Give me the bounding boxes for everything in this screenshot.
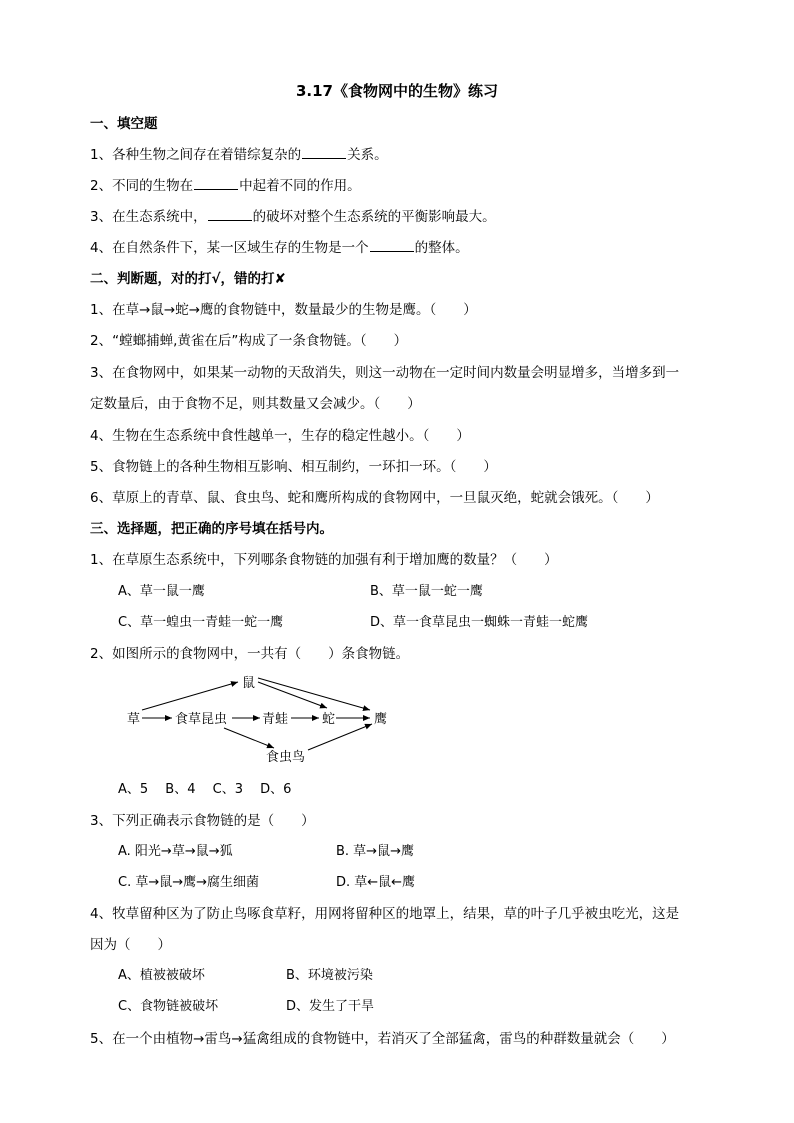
s3-q3-option-a: A. 阳光→草→鼠→狐: [118, 844, 233, 859]
s2-question-3-line-2: 定数量后，由于食物不足，则其数量又会减少。（ ）: [90, 396, 421, 412]
node-insect: 食草昆虫: [175, 712, 228, 727]
s2-question-6: 6、草原上的青草、鼠、食虫鸟、蛇和鹰所构成的食物网中，一旦鼠灭绝，蛇就会饿死。（ ）: [90, 490, 659, 506]
s1-q4-text-b: 的整体。: [414, 240, 469, 256]
arrow-insect-bird: [224, 728, 274, 748]
s3-q1-option-b: B、草一鼠一蛇一鹰: [370, 584, 483, 599]
s3-question-3: 3、下列正确表示食物链的是（ ）: [90, 813, 315, 829]
s3-q1-option-a: A、草一鼠一鹰: [118, 584, 205, 599]
arrow-grass-mouse: [142, 682, 238, 710]
arrow-mouse-hawk: [258, 678, 370, 710]
answer-blank[interactable]: [208, 208, 252, 221]
answer-blank[interactable]: [302, 146, 346, 159]
s3-question-4-line-1: 4、牧草留种区为了防止鸟啄食草籽，用网将留种区的地罩上，结果，草的叶子几乎被虫吃光，这是: [90, 906, 680, 922]
s3-q4-option-d: D、发生了干旱: [286, 999, 375, 1014]
node-bird: 食虫鸟: [266, 750, 306, 765]
s1-question-1: [90, 146, 388, 164]
s2-question-2: 2、“螳螂捕蝉,黄雀在后”构成了一条食物链。（ ）: [90, 333, 408, 349]
s3-q3-option-b: B. 草→鼠→鹰: [336, 844, 414, 859]
answer-blank[interactable]: [194, 177, 238, 190]
s1-q1-text-a: 1、各种生物之间存在着错综复杂的: [90, 147, 302, 163]
section-3-heading: 三、选择题，把正确的序号填在括号内。: [90, 521, 333, 537]
s3-q4-option-b: B、环境被污染: [286, 968, 373, 983]
s3-q1-option-d: D、草一食草昆虫一蜘蛛一青蛙一蛇鹰: [370, 615, 589, 630]
s3-question-5: 5、在一个由植物→雷鸟→猛禽组成的食物链中，若消灭了全部猛禽，雷鸟的种群数量就会（ ）: [90, 1031, 675, 1047]
s1-q2-text-b: 中起着不同的作用。: [239, 178, 361, 194]
node-grass: 草: [127, 712, 141, 727]
node-snake: 蛇: [322, 712, 336, 727]
s2-question-4: 4、生物在生态系统中食性越单一，生存的稳定性越小。（ ）: [90, 428, 470, 444]
s3-q4-option-a: A、植被被破坏: [118, 968, 205, 983]
s3-q4-option-c: C、食物链被破坏: [118, 999, 219, 1014]
s3-question-2: 2、如图所示的食物网中，一共有（ ）条食物链。: [90, 646, 410, 662]
answer-blank[interactable]: [370, 239, 414, 252]
s1-question-2: [90, 177, 361, 195]
s3-q1-option-c: C、草一蝗虫一青蛙一蛇一鹰: [118, 615, 284, 630]
s1-q3-text-b: 的破坏对整个生态系统的平衡影响最大。: [252, 209, 496, 225]
s3-q2-options: A、5 B、4 C、3 D、6: [118, 782, 292, 797]
s2-question-1: 1、在草→鼠→蛇→鹰的食物链中，数量最少的生物是鹰。（ ）: [90, 302, 477, 318]
section-2-heading: 二、判断题，对的打√，错的打✘: [90, 271, 286, 287]
s1-question-3: [90, 208, 496, 226]
s1-q4-text-a: 4、在自然条件下，某一区域生存的生物是一个: [90, 240, 369, 256]
s1-q2-text-a: 2、不同的生物在: [90, 178, 194, 194]
s3-question-4-line-2: 因为（ ）: [90, 937, 171, 953]
page-title: 3.17《食物网中的生物》练习: [295, 82, 498, 100]
s2-question-5: 5、食物链上的各种生物相互影响、相互制约，一环扣一环。（ ）: [90, 459, 497, 475]
s2-question-3-line-1: 3、在食物网中，如果某一动物的天敌消失，则这一动物在一定时间内数量会明显增多，当增多到一: [90, 365, 680, 381]
section-1-heading: 一、填空题: [90, 116, 158, 132]
food-web-diagram: [110, 670, 410, 770]
s1-question-4: [90, 239, 469, 257]
s3-question-1: 1、在草原生态系统中，下列哪条食物链的加强有利于增加鹰的数量？（ ）: [90, 552, 558, 568]
node-frog: 青蛙: [262, 712, 289, 727]
arrow-bird-hawk: [308, 724, 372, 750]
s3-q3-option-c: C. 草→鼠→鹰→腐生细菌: [118, 875, 260, 890]
node-mouse: 鼠: [242, 676, 256, 691]
s1-q3-text-a: 3、在生态系统中，: [90, 209, 207, 225]
s3-q3-option-d: D. 草←鼠←鹰: [336, 875, 416, 890]
node-hawk: 鹰: [374, 712, 388, 727]
s1-q1-text-b: 关系。: [347, 147, 388, 163]
